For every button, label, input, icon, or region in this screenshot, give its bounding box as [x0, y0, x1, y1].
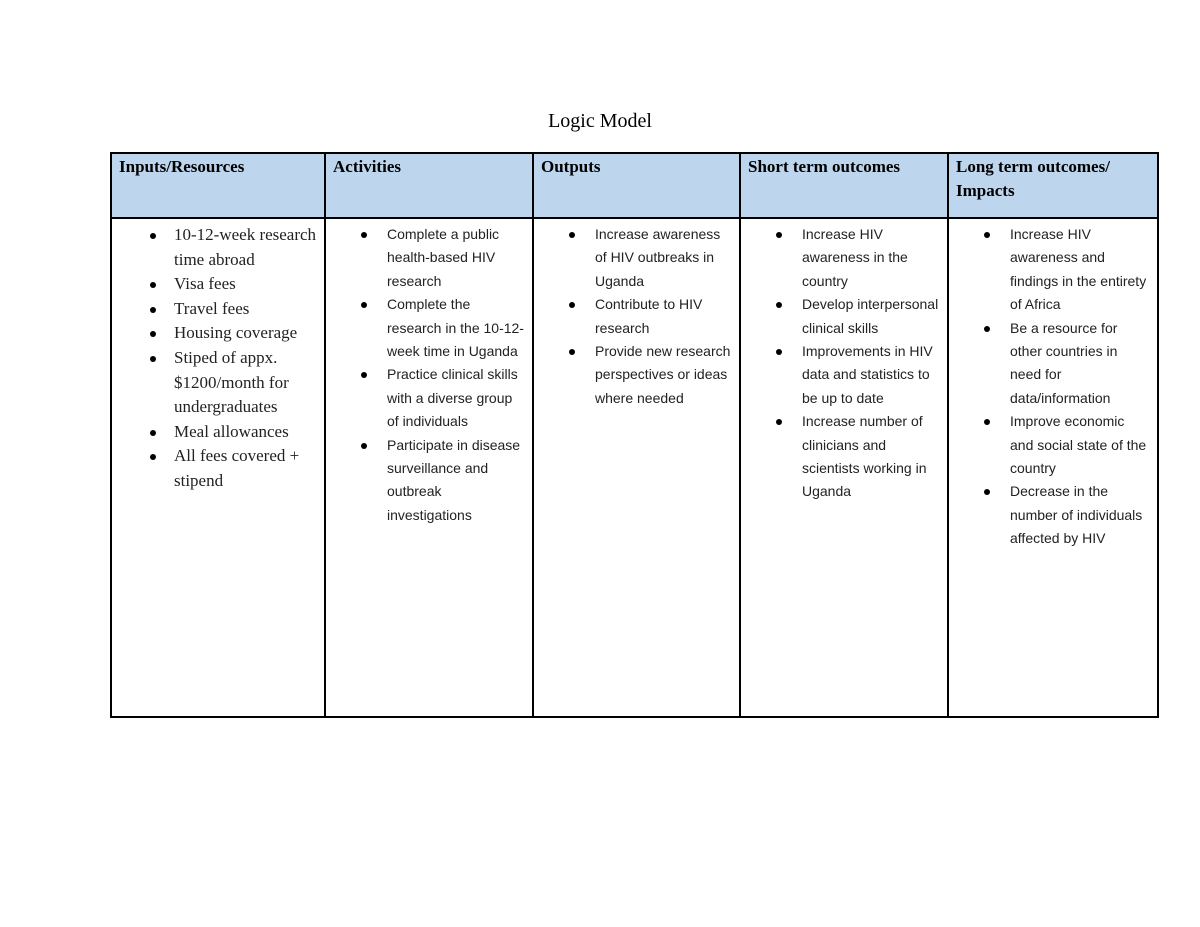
list-item: Be a resource for other countries in need for data/information [1010, 317, 1151, 411]
list-item: Meal allowances [174, 420, 318, 445]
list-item: Travel fees [174, 297, 318, 322]
list-item: Develop interpersonal clinical skills [802, 293, 941, 340]
outputs-list [534, 219, 739, 410]
list-item: Participate in disease surveillance and outbreak investigations [387, 434, 526, 528]
header-long-term-outcomes: Long term outcomes/ Impacts [948, 153, 1158, 218]
list-item: Increase awareness of HIV outbreaks in Uganda [595, 223, 733, 293]
list-item: All fees covered + stipend [174, 444, 318, 493]
content-row [111, 218, 1158, 717]
header-inputs-resources: Inputs/Resources [111, 153, 325, 218]
list-item: Visa fees [174, 272, 318, 297]
list-item: Increase HIV awareness and findings in the entirety of Africa [1010, 223, 1151, 317]
list-item: Improve economic and social state of the country [1010, 410, 1151, 480]
cell-short-term-outcomes [740, 218, 948, 717]
long-term-outcomes-list [949, 219, 1157, 551]
short-term-outcomes-list [741, 219, 947, 504]
list-item: Increase number of clinicians and scientists working in Uganda [802, 410, 941, 504]
list-item: Housing coverage [174, 321, 318, 346]
list-item: Improvements in HIV data and statistics to be up to date [802, 340, 941, 410]
cell-inputs-resources [111, 218, 325, 717]
list-item: Increase HIV awareness in the country [802, 223, 941, 293]
list-item: Complete a public health-based HIV research [387, 223, 526, 293]
header-short-term-outcomes: Short term outcomes [740, 153, 948, 218]
list-item: Practice clinical skills with a diverse group of individuals [387, 363, 526, 433]
list-item: Contribute to HIV research [595, 293, 733, 340]
list-item: Decrease in the number of individuals affected by HIV [1010, 480, 1151, 550]
list-item: Complete the research in the 10-12-week time in Uganda [387, 293, 526, 363]
activities-list [326, 219, 532, 527]
list-item: Provide new research perspectives or ideas where needed [595, 340, 733, 410]
list-item: 10-12-week research time abroad [174, 223, 318, 272]
cell-outputs [533, 218, 740, 717]
header-activities: Activities [325, 153, 533, 218]
cell-activities [325, 218, 533, 717]
page-title: Logic Model [548, 110, 652, 132]
header-outputs: Outputs [533, 153, 740, 218]
header-row [111, 153, 1158, 218]
cell-long-term-outcomes [948, 218, 1158, 717]
list-item: Stiped of appx. $1200/month for undergraduates [174, 346, 318, 420]
logic-model-table [110, 152, 1159, 718]
inputs-resources-list [112, 219, 324, 494]
